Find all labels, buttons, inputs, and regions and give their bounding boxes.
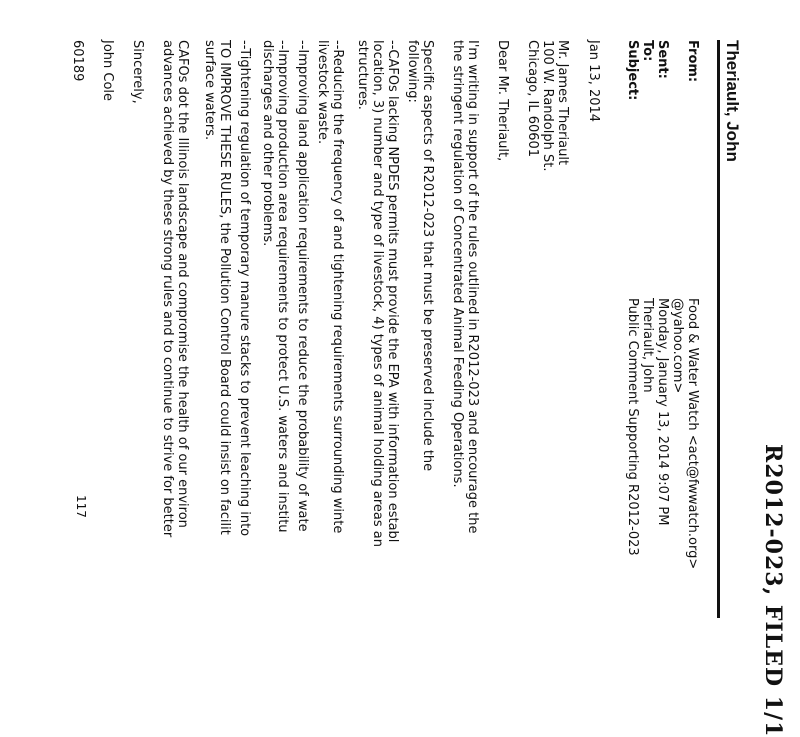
filing-stamp: R2012-023, FILED 1/1 [760,444,786,737]
closing-line-1: TO IMPROVE THESE RULES, the Pollution Control Board could insist on facilit [217,40,232,535]
final-line-1: CAFOs dot the Illinois landscape and compromise the health of our environ [175,40,190,528]
item-2-line-1: --Reducing the frequency of and tightening requirements surrounding winte [330,40,345,534]
item-1-line-3: structures. [355,40,370,110]
letter-date: Jan 13, 2014 [586,40,601,123]
item-4-line-2: discharges and other problems. [260,40,275,247]
from-label: From: [685,40,700,83]
recipient-city: Chicago, IL 60601 [525,40,540,158]
closing-line-2: surface waters. [202,40,217,141]
page-number: 117 [74,495,88,518]
sender-name: Theriault, John [723,40,742,162]
final-line-2: advances achieved by these strong rules and to continue to strive for better [160,40,175,538]
intro-line-1: I'm writing in support of the rules outlined in R2012-023 and encourage the [465,40,480,534]
signoff: Sincerely, [130,40,145,104]
sent-value: Monday, January 13, 2014 9:07 PM [655,298,670,526]
item-3-line-1: --Improving land application requirements to reduce the probability of wate [295,40,310,532]
aspects-line-1: Specific aspects of R2012-023 that must be preserved include the [420,40,435,472]
recipient-name: Mr. James Theriault [555,40,570,166]
intro-line-2: the stringent regulation of Concentrated Animal Feeding Operations. [450,40,465,488]
signer-name: John Cole [100,40,115,102]
salutation: Dear Mr. Theriault, [495,40,510,162]
item-1-line-1: --CAFOs lacking NPDES permits must provide the EPA with information establ [385,40,400,543]
recipient-street: 100 W. Randolph St. [540,40,555,172]
signer-zip: 60189 [70,40,85,82]
item-2-line-2: livestock waste. [315,40,330,145]
sent-label: Sent: [655,40,670,79]
item-1-line-2: location, 3) number and type of livestock, 4) types of animal holding areas an [370,40,385,547]
item-5-line-1: --Tightening regulation of temporary manure stacks to prevent leaching into [237,40,252,537]
to-value: Theriault, John [640,298,655,393]
to-label: To: [640,40,655,62]
from-value-line2: @yahoo.com> [670,298,685,394]
subject-label: Subject: [625,40,640,101]
subject-value: Public Comment Supporting R2012-023 [625,298,640,556]
aspects-line-2: following: [405,40,420,103]
item-4-line-1: --Improving production area requirements to protect U.S. waters and institu [275,40,290,533]
header-rule [717,40,720,618]
from-value-line1: Food & Water Watch <act@fwwatch.org> [685,298,700,570]
